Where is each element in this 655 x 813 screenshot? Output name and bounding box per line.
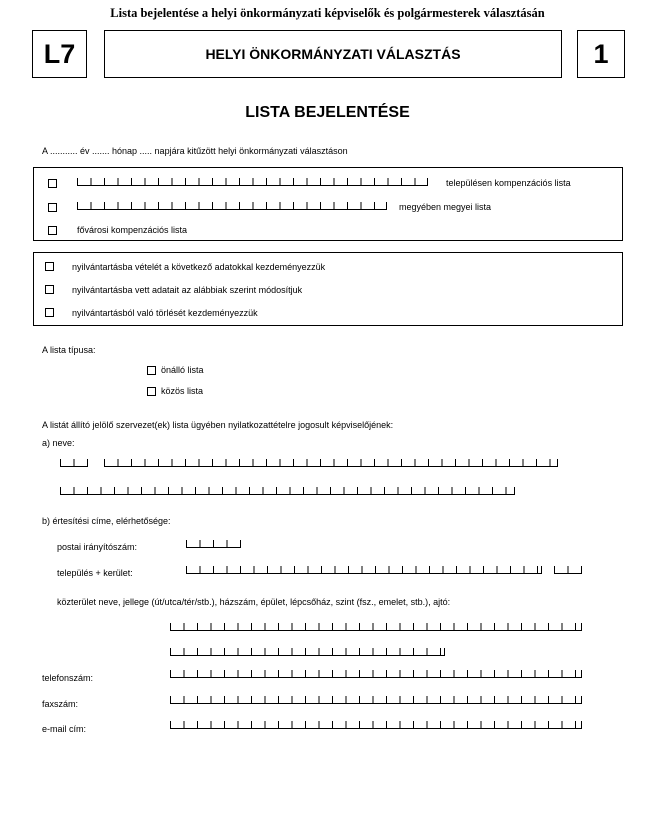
- action-option-3: nyilvántartásból való törlését kezdeményezzük: [72, 308, 258, 318]
- list-type-option-1: önálló lista: [161, 365, 204, 375]
- list-type-option-2: közös lista: [161, 386, 204, 396]
- name-title-cells[interactable]: [60, 459, 88, 467]
- action-checkbox-3[interactable]: [45, 308, 54, 317]
- list-kind-checkbox-1[interactable]: [48, 179, 57, 188]
- form-header-title: HELYI ÖNKORMÁNYZATI VÁLASZTÁS: [104, 30, 562, 78]
- fax-label: faxszám:: [42, 699, 79, 709]
- phone-label: telefonszám:: [42, 673, 94, 683]
- action-checkbox-1[interactable]: [45, 262, 54, 271]
- action-checkbox-2[interactable]: [45, 285, 54, 294]
- action-option-2: nyilvántartásba vett adatait az alábbiak szerint módosítjuk: [72, 285, 303, 295]
- fax-cells[interactable]: [170, 696, 582, 704]
- election-date-intro: A ........... év ....... hónap ..... napjára kitűzött helyi önkormányzati választáson: [42, 146, 348, 156]
- name-line-1-cells[interactable]: [104, 459, 558, 467]
- action-option-1: nyilvántartásba vételét a következő adatokkal kezdeményezzük: [72, 262, 326, 272]
- list-kind-checkbox-3[interactable]: [48, 226, 57, 235]
- list-kind-option-2: megyében megyei lista: [399, 202, 492, 212]
- town-cells[interactable]: [186, 566, 542, 574]
- list-type-checkbox-2[interactable]: [147, 387, 156, 396]
- form-top-title: Lista bejelentése a helyi önkormányzati képviselők és polgármesterek választásán: [110, 6, 545, 20]
- list-kind-option-3: fővárosi kompenzációs lista: [77, 225, 188, 235]
- street-line-2-cells[interactable]: [170, 648, 445, 656]
- postal-code-cells[interactable]: [186, 540, 241, 548]
- representative-intro: A listát állító jelölő szervezet(ek) lista ügyében nyilatkozattételre jogosult képviselőjének:: [42, 420, 394, 430]
- section-title: LISTA BEJELENTÉSE: [245, 104, 410, 121]
- email-cells[interactable]: [170, 721, 582, 729]
- district-cells[interactable]: [554, 566, 582, 574]
- phone-cells[interactable]: [170, 670, 582, 678]
- settlement-name-cells[interactable]: [77, 178, 428, 186]
- town-label: település + kerület:: [57, 568, 133, 578]
- street-line-1-cells[interactable]: [170, 623, 582, 631]
- list-kind-option-1: településen kompenzációs lista: [446, 178, 571, 188]
- email-label: e-mail cím:: [42, 724, 87, 734]
- name-line-2-cells[interactable]: [60, 487, 515, 495]
- contact-label: b) értesítési címe, elérhetősége:: [42, 516, 171, 526]
- form-page-number: 1: [577, 30, 625, 78]
- list-kind-checkbox-2[interactable]: [48, 203, 57, 212]
- list-type-label: A lista típusa:: [42, 345, 96, 355]
- street-label: közterület neve, jellege (út/utca/tér/stb.), házszám, épület, lépcsőház, szint (fsz., emelet, stb.), ajtó:: [57, 597, 451, 607]
- list-type-checkbox-1[interactable]: [147, 366, 156, 375]
- name-label: a) neve:: [42, 438, 75, 448]
- county-name-cells[interactable]: [77, 202, 387, 210]
- postal-code-label: postai irányítószám:: [57, 542, 138, 552]
- form-code-left: L7: [32, 30, 87, 78]
